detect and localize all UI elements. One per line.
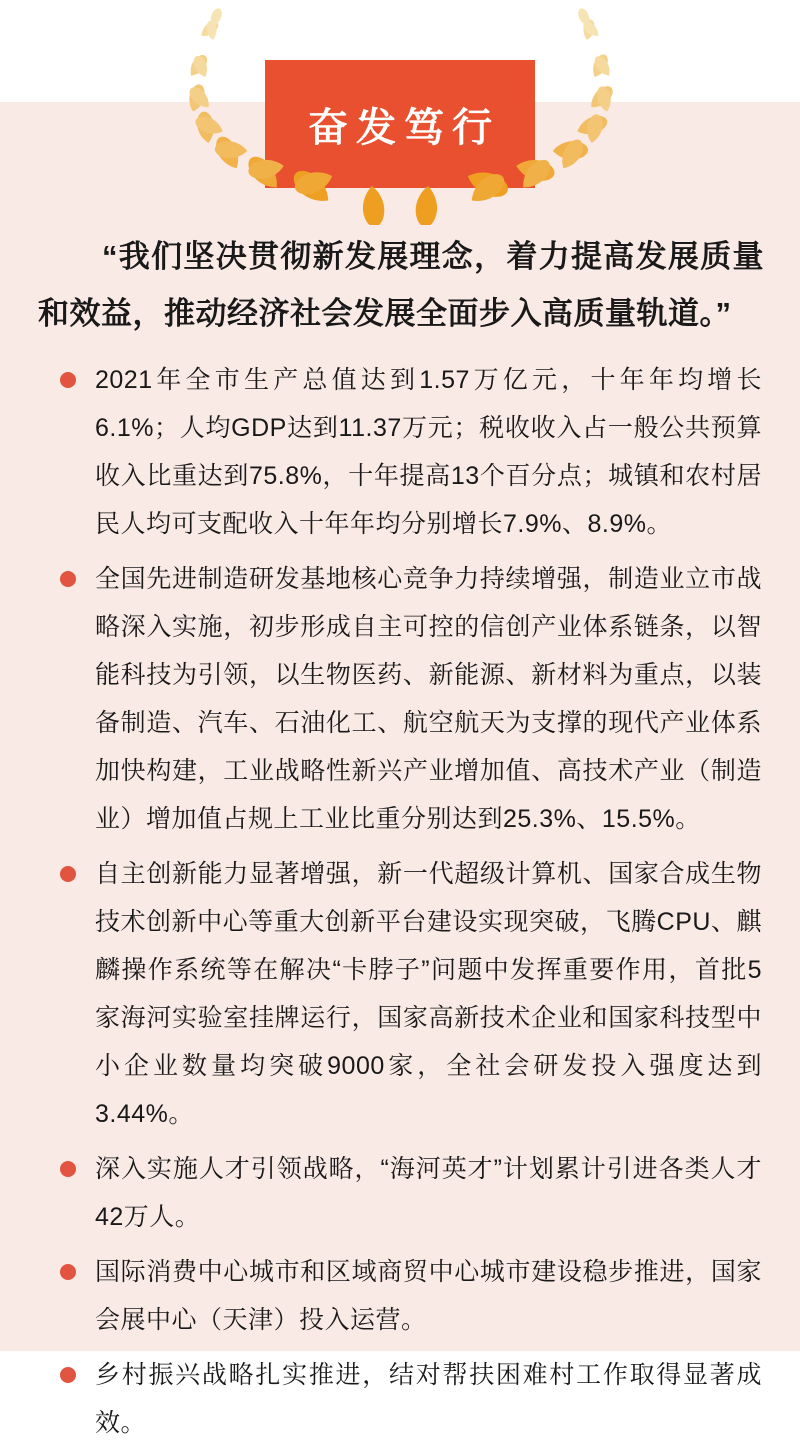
list-item-text: 2021年全市生产总值达到1.57万亿元，十年年均增长6.1%；人均GDP达到11.37万元；税收收入占一般公共预算收入比重达到75.8%，十年提高13个百分点；城镇和农村居民人均可支配收入十年年均分别增长7.9%、8.9%。: [95, 366, 762, 538]
list-item: [95, 356, 762, 548]
list-item-text: 深入实施人才引领战略，“海河英才”计划累计引进各类人才42万人。: [95, 1155, 762, 1231]
bullet-dot-icon: [60, 1367, 76, 1383]
list-item: [95, 555, 762, 843]
list-item-text: 全国先进制造研发基地核心竞争力持续增强，制造业立市战略深入实施，初步形成自主可控的信创产业体系链条，以智能科技为引领，以生物医药、新能源、新材料为重点，以装备制造、汽车、石油化工、航空航天为支撑的现代产业体系加快构建，工业战略性新兴产业增加值、高技术产业（制造业）增加值占规上工业比重分别达到25.3%、15.5%。: [95, 565, 762, 833]
quote-text: “我们坚决贯彻新发展理念，着力提高发展质量和效益，推动经济社会发展全面步入高质量轨道。”: [38, 239, 764, 331]
list-item-text: 国际消费中心城市和区域商贸中心城市建设稳步推进，国家会展中心（天津）投入运营。: [95, 1258, 762, 1334]
main-content: [0, 218, 800, 1454]
bullet-dot-icon: [60, 372, 76, 388]
list-item: [95, 1248, 762, 1344]
list-item-text: 乡村振兴战略扎实推进，结对帮扶困难村工作取得显著成效。: [95, 1361, 762, 1437]
banner-title: 奋发笃行: [308, 105, 500, 150]
list-item-text: 自主创新能力显著增强，新一代超级计算机、国家合成生物技术创新中心等重大创新平台建设实现突破，飞腾CPU、麒麟操作系统等在解决“卡脖子”问题中发挥重要作用，首批5家海河实验室挂牌运行，国家高新技术企业和国家科技型中小企业数量均突破9000家，全社会研发投入强度达到3.44%。: [95, 860, 762, 1128]
list-item: [95, 850, 762, 1138]
achievement-list: [0, 356, 800, 1447]
list-item: [95, 1145, 762, 1241]
title-banner: [265, 60, 535, 188]
list-item: [95, 1351, 762, 1447]
page-header: [0, 0, 800, 220]
bullet-dot-icon: [60, 1264, 76, 1280]
bullet-dot-icon: [60, 571, 76, 587]
bullet-dot-icon: [60, 866, 76, 882]
bullet-dot-icon: [60, 1161, 76, 1177]
